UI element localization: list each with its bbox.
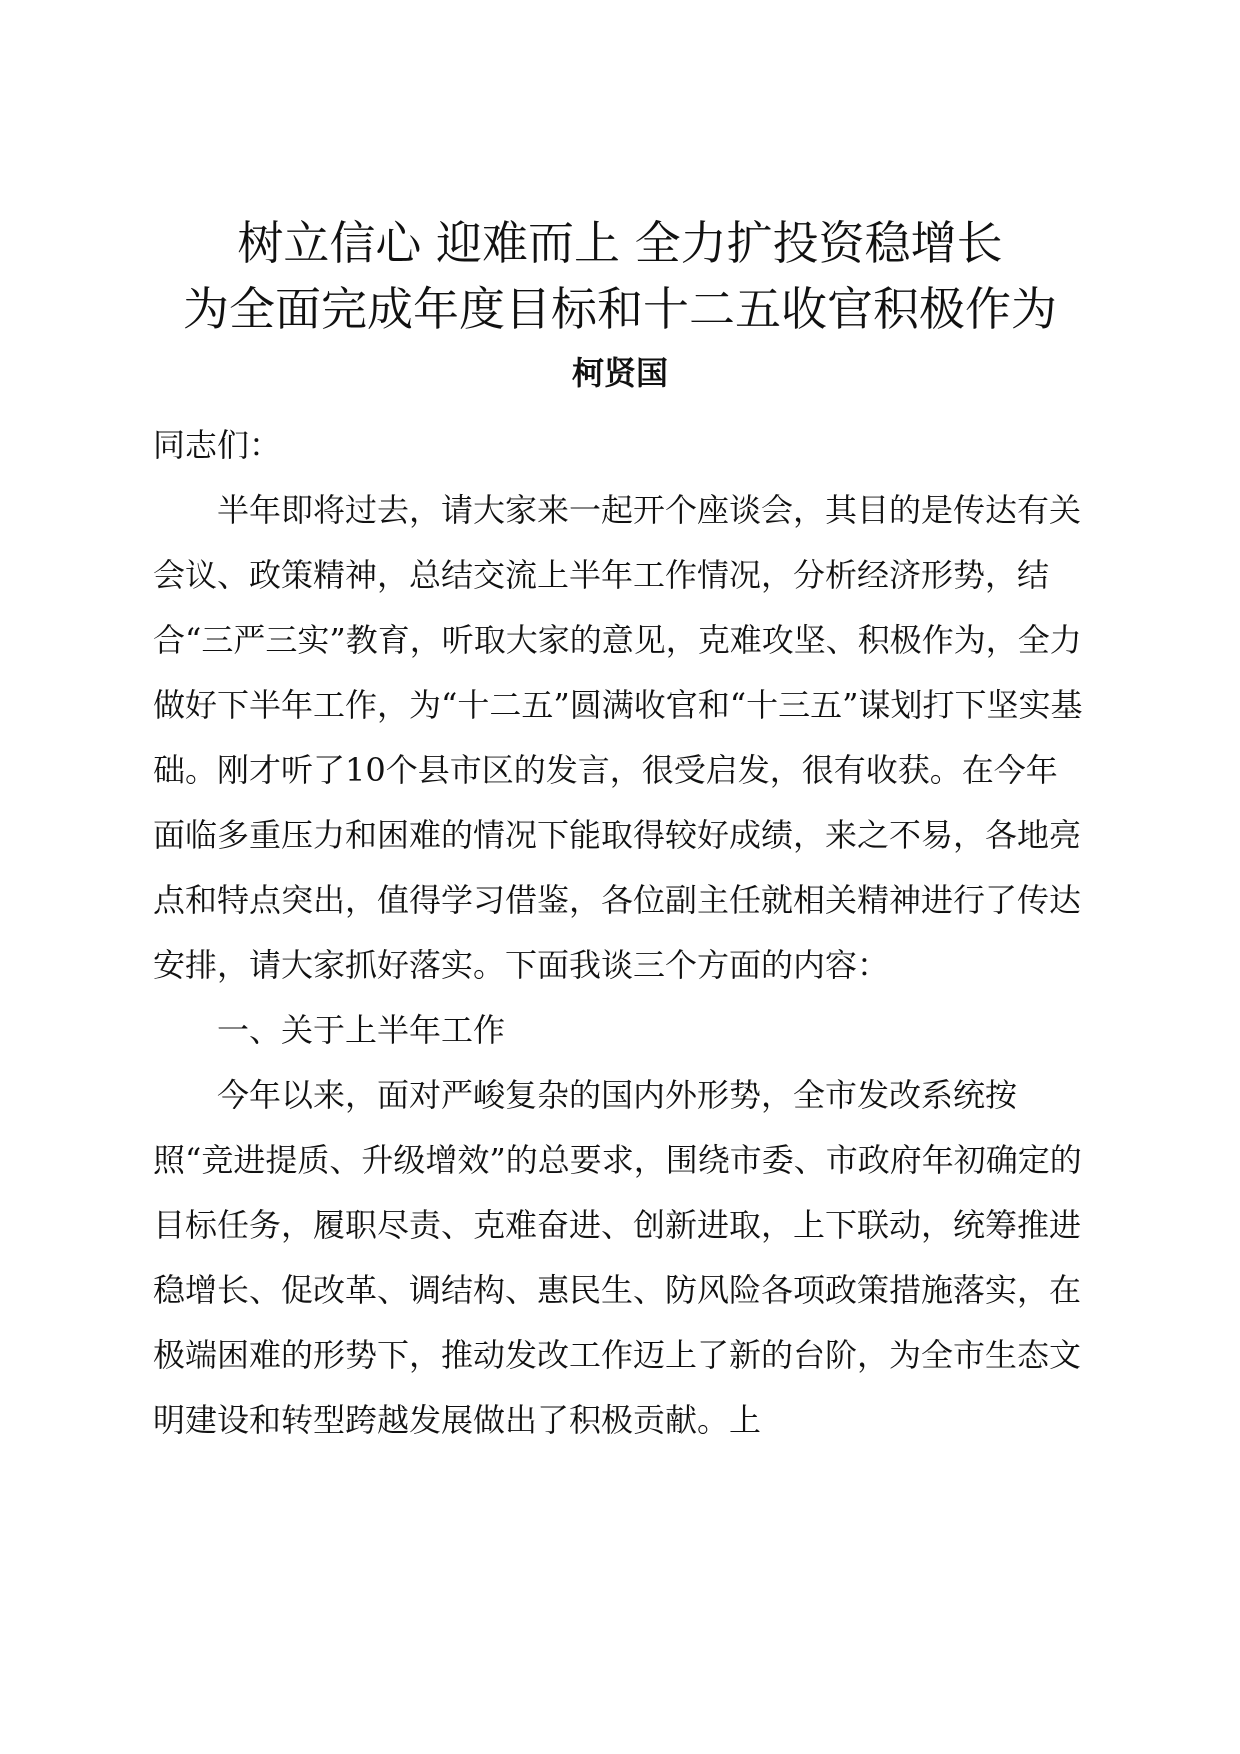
document-title-line-2: 为全面完成年度目标和十二五收官积极作为 [183,282,1057,336]
section-heading: 一、关于上半年工作 [217,1011,506,1049]
document-title-line-1: 树立信心 迎难而上 全力扩投资稳增长 [237,216,1003,270]
salutation: 同志们： [153,426,282,464]
paragraph-first-half-work: 今年以来，面对严峻复杂的国内外形势，全市发改系统按照“竞进提质、升级增效”的总要求，围绕市委、市政府年初确定的目标任务，履职尽责、克难奋进、创新进取，上下联动，统筹推进稳增长、促改革、调结构、惠民生、防风险各项政策措施落实，在极端困难的形势下，推动发改工作迈上了新的台阶，为全市生态文明建设和转型跨越发展做出了积极贡献。上 [153,1076,1082,1439]
paragraph-opening: 半年即将过去，请大家来一起开个座谈会，其目的是传达有关会议、政策精神，总结交流上半年工作情况，分析经济形势，结合“三严三实”教育，听取大家的意见，克难攻坚、积极作为，全力做好下半年工作，为“十二五”圆满收官和“十三五”谋划打下坚实基础。刚才听了10个县市区的发言，很受启发，很有收获。在今年面临多重压力和困难的情况下能取得较好成绩，来之不易，各地亮点和特点突出，值得学习借鉴，各位副主任就相关精神进行了传达安排，请大家抓好落实。下面我谈三个方面的内容： [153,491,1083,984]
document-body [153,413,1089,1453]
document-author: 柯贤国 [571,354,668,392]
